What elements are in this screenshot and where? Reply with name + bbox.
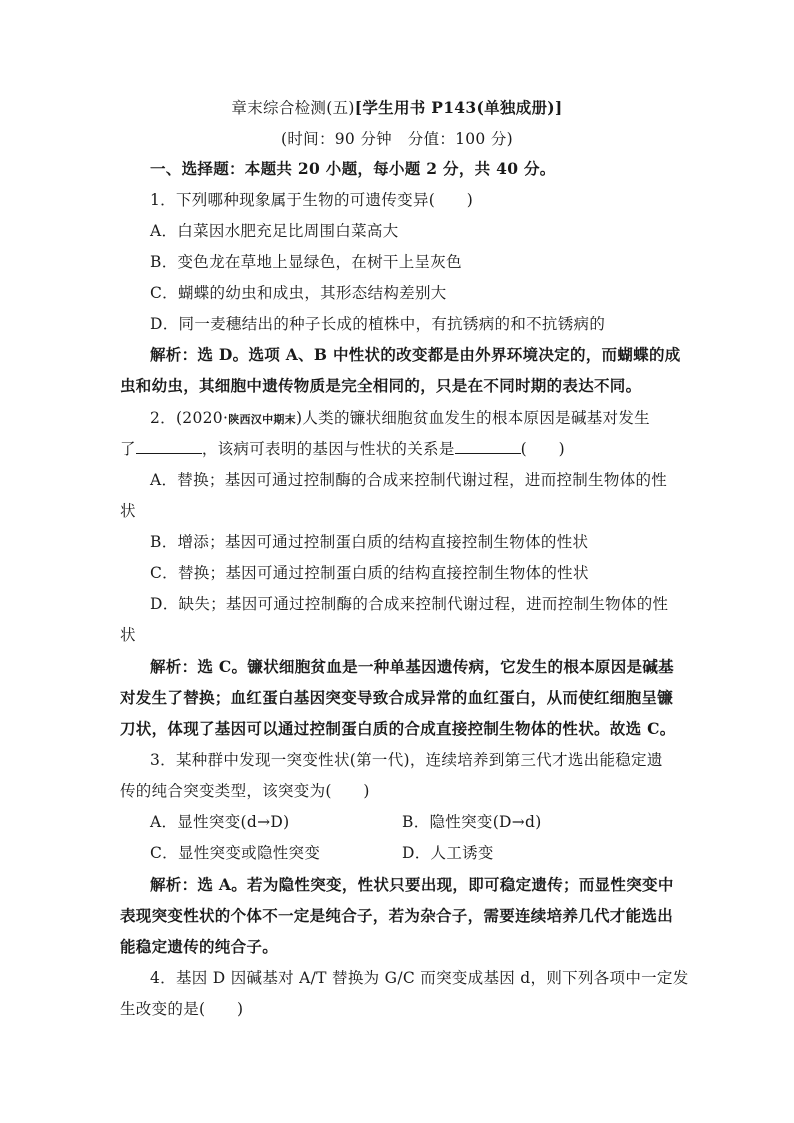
fill-blank-1 [136,439,202,454]
question-3-option-c: C．显性突变或隐性突变 [150,844,321,862]
question-2-option-a-line-1: A．替换；基因可通过控制酶的合成来控制代谢过程，进而控制生物体的性 [150,471,668,489]
question-1-option-d: D．同一麦穗结出的种子长成的植株中，有抗锈病的和不抗锈病的 [150,315,606,333]
question-3-option-b: B．隐性突变(D→d) [402,813,542,831]
document-title: 章末综合检测(五) [231,99,355,117]
question-2-stem-line-2 [120,438,565,460]
question-3-option-d: D．人工诱变 [402,844,494,862]
question-3-options-row-2 [150,842,320,864]
question-3-analysis-line-3: 能稳定遗传的纯合子。 [120,937,279,956]
question-2-analysis-line-2: 对发生了替换；血红蛋白基因突变导致合成异常的血红蛋白，从而使红细胞呈镰 [120,688,674,707]
question-2-source: 陕西汉中期末 [228,413,296,426]
question-4-stem-line-2: 生改变的是( ) [120,1000,244,1018]
document-header [0,97,794,119]
question-3-options-row-1 [150,811,289,833]
question-2-stem-line-1 [150,407,650,431]
question-3-stem-line-2: 传的纯合突变类型，该突变为( ) [120,782,370,800]
question-2-number: 2．(2020· [150,409,229,427]
fill-blank-2 [455,439,521,454]
question-2-analysis-line-1: 解析：选 C。镰状细胞贫血是一种单基因遗传病，它发生的根本原因是碱基 [150,657,674,676]
question-3-analysis-line-1: 解析：选 A。若为隐性突变，性状只要出现，即可稳定遗传；而显性突变中 [150,875,674,894]
exam-meta: (时间：90 分钟 分值：100 分) [281,130,513,148]
question-2-stem-part-a: 了 [120,440,136,458]
question-1-option-a: A．白菜因水肥充足比周围白菜高大 [150,222,399,240]
question-2-stem-text: )人类的镰状细胞贫血发生的根本原因是碱基对发生 [296,409,650,427]
question-2-option-c: C．替换；基因可通过控制蛋白质的结构直接控制生物体的性状 [150,564,589,582]
question-2-stem-part-b: ，该病可表明的基因与性状的关系是 [201,440,455,458]
question-2-analysis-line-3: 刀状，体现了基因可以通过控制蛋白质的合成直接控制生物体的性状。故选 C。 [120,719,676,738]
question-2-option-d-line-1: D．缺失；基因可通过控制酶的合成来控制代谢过程，进而控制生物体的性 [150,595,669,613]
question-2-option-d-line-2: 状 [120,626,136,644]
question-2-option-a-line-2: 状 [120,502,136,520]
section-title: 一、选择题：本题共 20 小题，每小题 2 分，共 40 分。 [150,159,556,178]
question-3-stem-line-1: 3．某种群中发现一突变性状(第一代)，连续培养到第三代才选出能稳定遗 [150,751,663,769]
question-1-analysis-line-2: 虫和幼虫，其细胞中遗传物质是完全相同的，只是在不同时期的表达不同。 [120,376,642,395]
question-4-stem-line-1: 4．基因 D 因碱基对 A/T 替换为 G/C 而突变成基因 d，则下列各项中一定发 [150,969,689,987]
question-1-analysis-line-1: 解析：选 D。选项 A、B 中性状的改变都是由外界环境决定的，而蝴蝶的成 [150,345,681,364]
question-1-option-c: C．蝴蝶的幼虫和成虫，其形态结构差别大 [150,284,447,302]
question-3-option-a: A．显性突变(d→D) [150,813,290,831]
question-2-stem-part-c: ( ) [520,440,565,458]
question-2-option-b: B．增添；基因可通过控制蛋白质的结构直接控制生物体的性状 [150,533,589,551]
question-1-option-b: B．变色龙在草地上显绿色，在树干上呈灰色 [150,253,462,271]
question-3-analysis-line-2: 表现突变性状的个体不一定是纯合子，若为杂合子，需要连续培养几代才能选出 [120,906,674,925]
question-1-stem: 1．下列哪种现象属于生物的可遗传变异( ) [150,191,474,209]
document-reference: [学生用书 P143(单独成册)] [354,98,563,117]
